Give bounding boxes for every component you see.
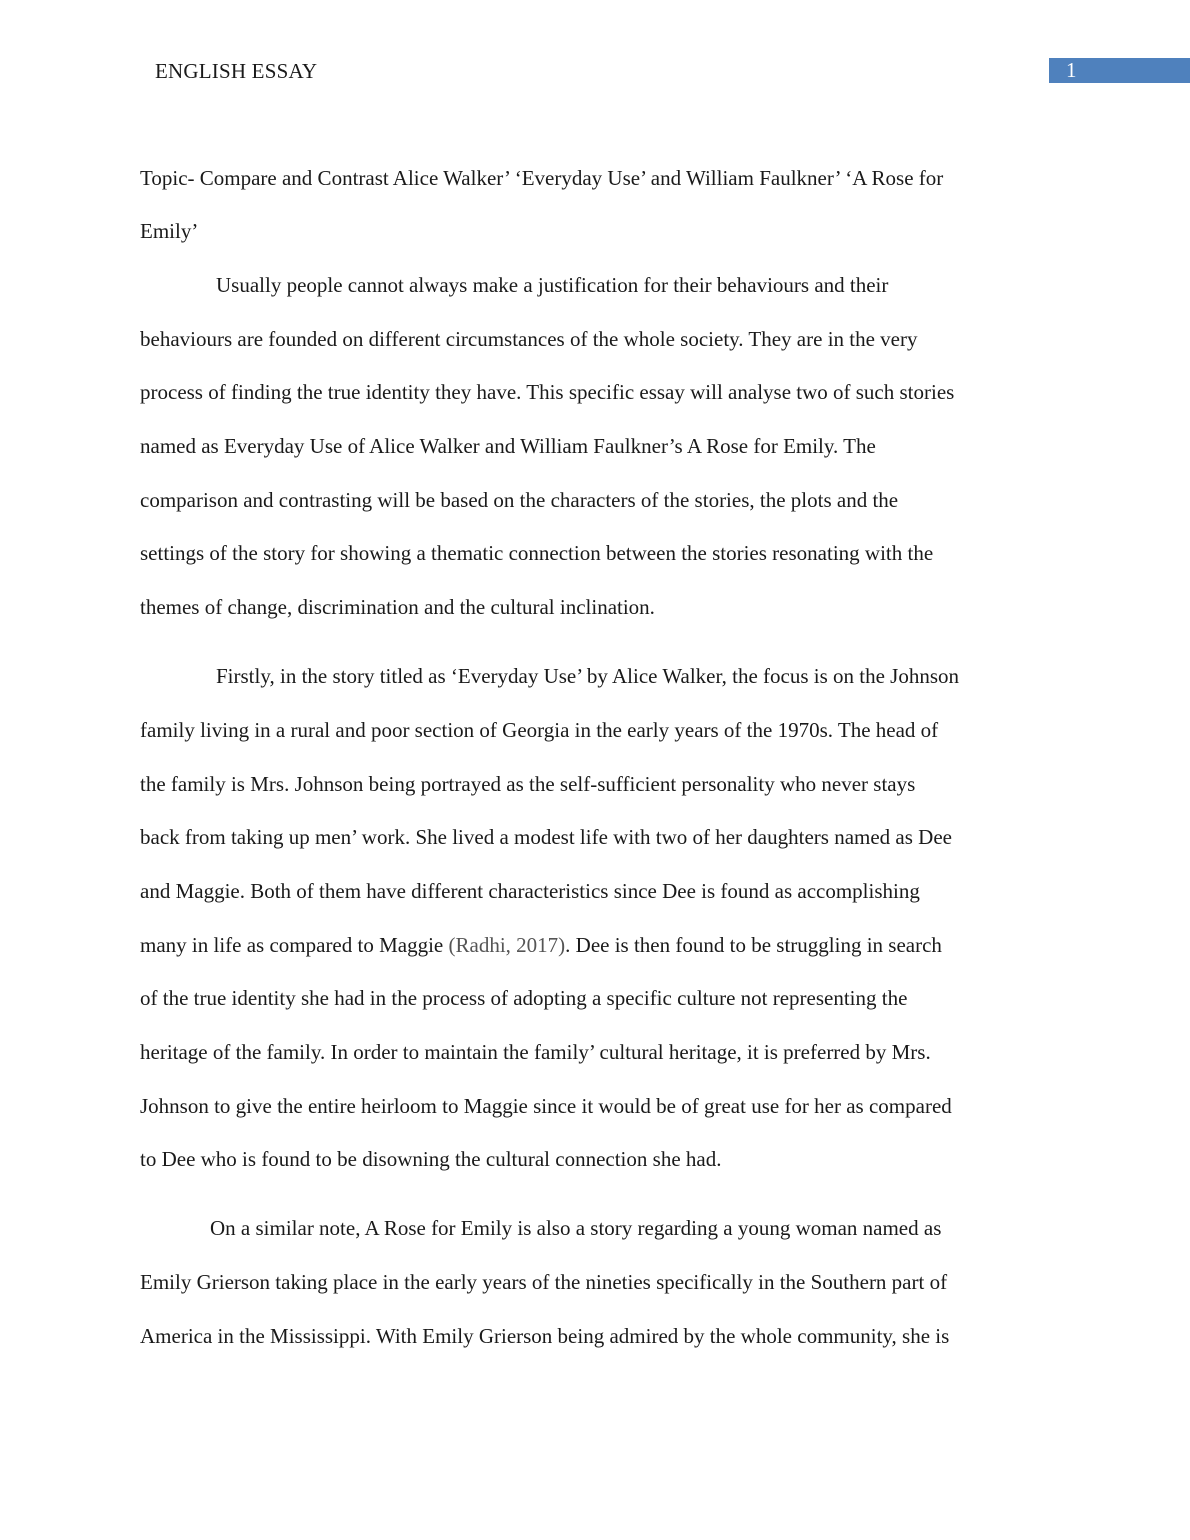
paragraph-line: On a similar note, A Rose for Emily is also a story regarding a young woman named as [210, 1216, 942, 1240]
page-number-bar [1049, 58, 1190, 83]
paragraph-line: themes of change, discrimination and the cultural inclination. [140, 595, 655, 619]
paragraph-line: and Maggie. Both of them have different characteristics since Dee is found as accomplishing [140, 879, 920, 903]
paragraph-text: . Dee is then found to be struggling in search [565, 933, 942, 957]
topic-line: Emily’ [140, 219, 199, 243]
paragraph-line: Usually people cannot always make a justification for their behaviours and their [216, 273, 889, 297]
paragraph-line: back from taking up men’ work. She lived a modest life with two of her daughters named as Dee [140, 825, 952, 849]
paragraph-line: the family is Mrs. Johnson being portrayed as the self-sufficient personality who never stays [140, 772, 916, 796]
paragraph-line: Emily Grierson taking place in the early years of the nineties specifically in the Southern part of [140, 1270, 948, 1294]
paragraph-line: America in the Mississippi. With Emily Grierson being admired by the whole community, she is [140, 1324, 950, 1348]
header-title: ENGLISH ESSAY [155, 59, 318, 83]
paragraph-line: Johnson to give the entire heirloom to Maggie since it would be of great use for her as compared [140, 1094, 952, 1118]
paragraph-line: comparison and contrasting will be based on the characters of the stories, the plots and the [140, 488, 899, 512]
paragraph-line: family living in a rural and poor section of Georgia in the early years of the 1970s. The head of [140, 718, 939, 742]
paragraph-line: Firstly, in the story titled as ‘Everyday Use’ by Alice Walker, the focus is on the Johnson [216, 664, 960, 688]
paragraph-line: process of finding the true identity they have. This specific essay will analyse two of such stories [140, 380, 955, 404]
paragraph-line: to Dee who is found to be disowning the cultural connection she had. [140, 1147, 722, 1171]
paragraph-line: of the true identity she had in the process of adopting a specific culture not representing the [140, 986, 908, 1010]
citation: (Radhi, 2017) [448, 933, 566, 957]
paragraph-line: behaviours are founded on different circumstances of the whole society. They are in the very [140, 327, 918, 351]
paragraph-line: heritage of the family. In order to maintain the family’ cultural heritage, it is preferred by Mrs. [140, 1040, 931, 1064]
paragraph-line: settings of the story for showing a thematic connection between the stories resonating with the [140, 541, 934, 565]
paragraph-line: named as Everyday Use of Alice Walker and William Faulkner’s A Rose for Emily. The [140, 434, 876, 458]
paragraph-line [140, 932, 942, 958]
paragraph-text: many in life as compared to Maggie [140, 933, 449, 957]
page-number: 1 [1066, 58, 1077, 82]
topic-line: Topic- Compare and Contrast Alice Walker’ ‘Everyday Use’ and William Faulkner’ ‘A Rose for [140, 166, 944, 190]
